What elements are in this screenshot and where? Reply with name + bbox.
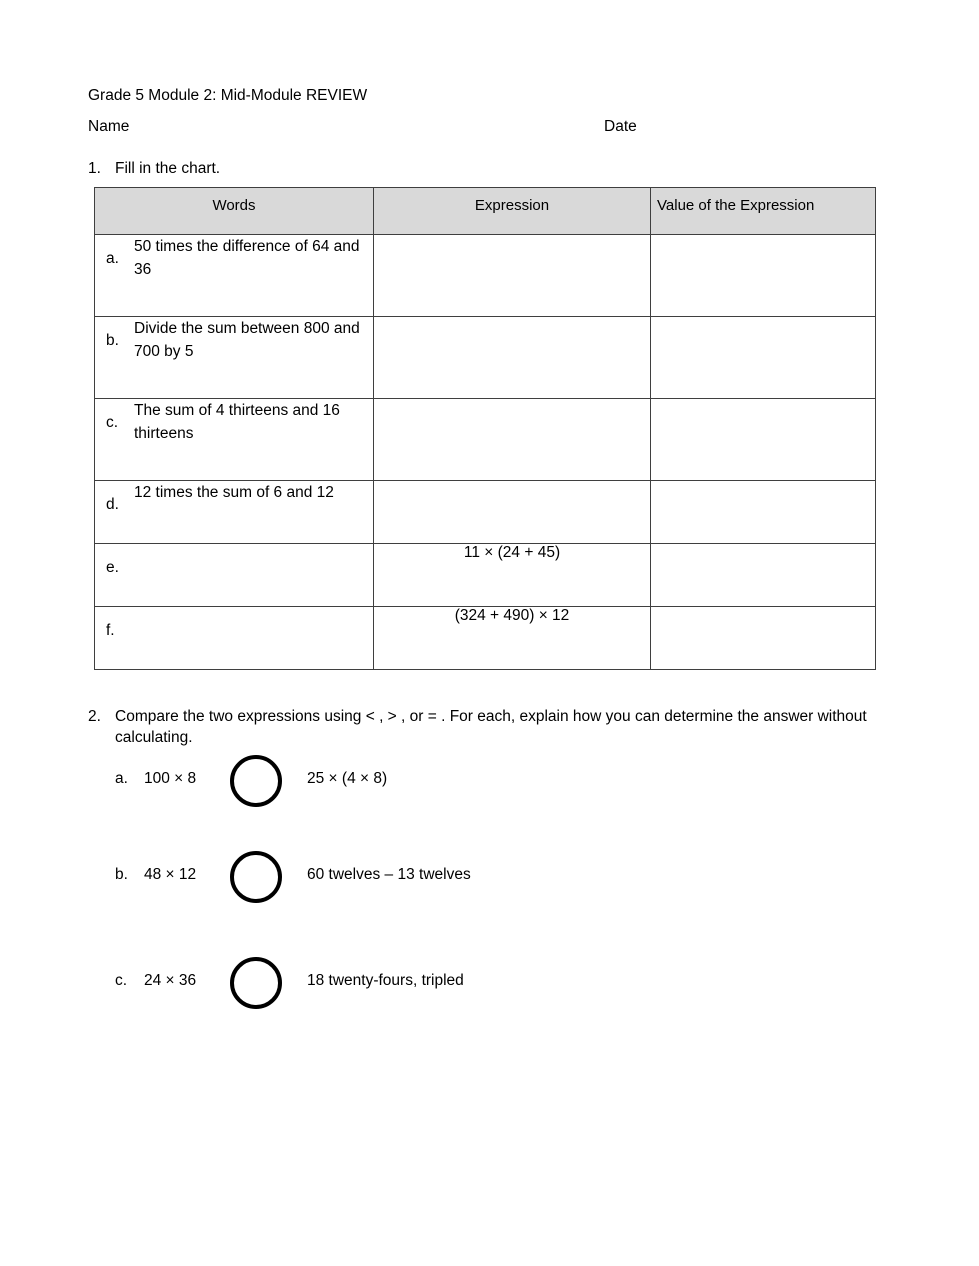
row-b-expression-cell[interactable]: [374, 317, 651, 399]
row-d-letter: d.: [106, 496, 119, 513]
row-c-words-cell: [95, 399, 374, 481]
table-row: [95, 317, 876, 399]
question-2-prompt: Compare the two expressions using < , > , or = . For each, explain how you can determine the answer without calculating.: [115, 708, 867, 746]
compare-a-letter: a.: [115, 770, 128, 787]
row-e-letter: e.: [106, 559, 119, 576]
row-f-letter: f.: [106, 622, 115, 639]
column-header-words: [95, 188, 374, 235]
date-field-label: Date: [604, 118, 637, 135]
row-c-words-text: The sum of 4 thirteens and 16 thirteens: [134, 402, 340, 442]
name-field-label: Name: [88, 118, 130, 135]
table-row: [95, 607, 876, 670]
column-header-expression-label: Expression: [474, 197, 550, 214]
compare-a-left-expression: 100 × 8: [144, 770, 197, 787]
compare-a-answer-circle[interactable]: [230, 755, 282, 807]
row-d-expression-cell[interactable]: [374, 481, 651, 544]
column-header-value: [651, 188, 876, 235]
question-1-prompt: Fill in the chart.: [115, 160, 221, 177]
compare-c-right-expression: 18 twenty-fours, tripled: [307, 972, 464, 989]
row-f-expression-cell: (324 + 490) × 12: [374, 607, 651, 670]
row-c-value-cell[interactable]: [651, 399, 876, 481]
row-a-words-cell: [95, 235, 374, 317]
column-header-words-label: Words: [212, 197, 256, 214]
row-e-expression-cell: 11 × (24 + 45): [374, 544, 651, 607]
table-row: [95, 235, 876, 317]
compare-c-answer-circle[interactable]: [230, 957, 282, 1009]
row-d-words-cell: [95, 481, 374, 544]
column-header-value-label: Value of the Expression: [657, 197, 815, 214]
document-title: Grade 5 Module 2: Mid-Module REVIEW: [88, 87, 368, 104]
row-b-value-cell[interactable]: [651, 317, 876, 399]
question-1-number: 1.: [88, 160, 101, 177]
row-d-words-text: 12 times the sum of 6 and 12: [134, 484, 334, 501]
row-f-words-cell: [95, 607, 374, 670]
row-d-value-cell[interactable]: [651, 481, 876, 544]
column-header-expression: [374, 188, 651, 235]
compare-b-right-expression: 60 twelves – 13 twelves: [307, 866, 471, 883]
row-a-value-cell[interactable]: [651, 235, 876, 317]
table-header-row: [95, 188, 876, 235]
row-a-letter: a.: [106, 250, 119, 267]
row-b-words-text: Divide the sum between 800 and 700 by 5: [134, 320, 360, 360]
compare-c-letter: c.: [115, 972, 128, 989]
compare-b-answer-circle[interactable]: [230, 851, 282, 903]
compare-a-right-expression: 25 × (4 × 8): [307, 770, 388, 787]
row-a-words-text: 50 times the difference of 64 and 36: [134, 238, 360, 278]
compare-item-b: [115, 848, 875, 906]
row-b-letter: b.: [106, 332, 119, 349]
row-c-expression-cell[interactable]: [374, 399, 651, 481]
table-row: [95, 481, 876, 544]
compare-b-letter: b.: [115, 866, 128, 883]
question-2-number: 2.: [88, 708, 101, 725]
table-row: [95, 399, 876, 481]
table-row: [95, 544, 876, 607]
row-b-words-cell: [95, 317, 374, 399]
compare-c-left-expression: 24 × 36: [144, 972, 197, 989]
row-e-words-cell: [95, 544, 374, 607]
row-a-expression-cell[interactable]: [374, 235, 651, 317]
compare-b-left-expression: 48 × 12: [144, 866, 197, 883]
row-f-value-cell[interactable]: [651, 607, 876, 670]
fill-in-chart-table: [94, 187, 876, 670]
row-e-value-cell[interactable]: [651, 544, 876, 607]
compare-item-c: [115, 954, 875, 1012]
row-c-letter: c.: [106, 414, 119, 431]
compare-item-a: [115, 752, 875, 810]
